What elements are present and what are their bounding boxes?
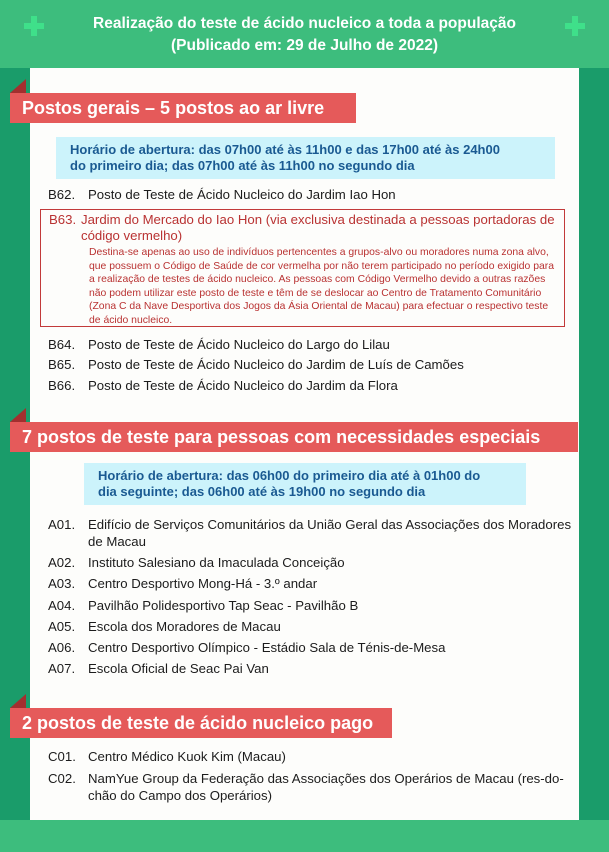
item-name: Posto de Teste de Ácido Nucleico do Jardim da Flora: [88, 378, 398, 393]
publication-date: (Publicado em: 29 de Julho de 2022): [170, 37, 439, 54]
item-code: B66.: [48, 378, 76, 393]
red-code-exclusive-post: [40, 209, 565, 327]
medical-cross-icon: [24, 16, 44, 36]
item-name: NamYue Group da Federação das Associações dos Operários de Macau (res-do-chão do Campo dos Operários): [88, 771, 564, 803]
list-item: [48, 618, 578, 635]
list-item: [48, 377, 578, 394]
list-item: [48, 186, 578, 203]
list-item: [48, 575, 578, 592]
item-name: Centro Desportivo Mong-Há - 3.º andar: [88, 576, 318, 591]
opening-hours-general: [56, 137, 555, 179]
list-item: [48, 336, 578, 353]
item-code: A05.: [48, 619, 76, 634]
item-name: Escola Oficial de Seac Pai Van: [88, 661, 269, 676]
item-name: Posto de Teste de Ácido Nucleico do Jardim de Luís de Camões: [88, 357, 464, 372]
hours-line: do primeiro dia; das 07h00 até às 11h00 no segundo dia: [70, 158, 415, 173]
item-name: Instituto Salesiano da Imaculada Conceição: [88, 555, 345, 570]
section-heading-general: Postos gerais – 5 postos ao ar livre: [10, 93, 356, 123]
item-code: A04.: [48, 598, 76, 613]
item-code: A02.: [48, 555, 76, 570]
list-item: [48, 356, 578, 373]
item-description: Destina-se apenas ao uso de indivíduos pertencentes a grupos-alvo ou moradores numa zona alvo, que possuem o Código de Saúde de cor vermelha por não terem participado no período exigido para a realização de testes de ácido nucleico. As pessoas com Código Vermelho devido a outras razões não podem utilizar este posto de teste e têm de se deslocar ao Centro de Tratamento Comunitário (Zona C da Nave Desportiva dos Jogos da Ásia Oriental de Macau) para efectuar o respectivo teste de ácido nucleico.: [89, 247, 554, 326]
item-code: C01.: [48, 749, 76, 764]
item-code: B64.: [48, 337, 76, 352]
list-item: [48, 660, 578, 677]
item-code: C02.: [48, 771, 76, 786]
item-code: A03.: [48, 576, 76, 591]
list-item: [48, 639, 578, 656]
footer-band: [0, 820, 609, 852]
item-code: B62.: [48, 187, 76, 202]
item-code: B65.: [48, 357, 76, 372]
list-item: [48, 748, 578, 765]
item-code: A01.: [48, 517, 76, 532]
item-name: Posto de Teste de Ácido Nucleico do Jardim Iao Hon: [88, 187, 396, 202]
section-heading-paid: 2 postos de teste de ácido nucleico pago: [10, 708, 392, 738]
item-name: Edifício de Serviços Comunitários da União Geral das Associações dos Moradores de Macau: [88, 517, 572, 549]
medical-cross-icon: [565, 16, 585, 36]
list-item: [48, 770, 578, 804]
opening-hours-special-needs: [84, 463, 526, 505]
item-name: Escola dos Moradores de Macau: [88, 619, 281, 634]
list-item: [48, 597, 578, 614]
hours-line: dia seguinte; das 06h00 até às 19h00 no segundo dia: [98, 484, 426, 499]
hours-line: Horário de abertura: das 06h00 do primeiro dia até à 01h00 do: [98, 468, 481, 483]
item-code: B63.: [49, 212, 77, 227]
item-name: Pavilhão Polidesportivo Tap Seac - Pavilhão B: [88, 598, 359, 613]
item-name: Jardim do Mercado do Iao Hon (via exclusiva destinada a pessoas portadoras de código vermelho): [81, 212, 555, 243]
list-item: [48, 516, 578, 550]
item-code: A07.: [48, 661, 76, 676]
hours-line: Horário de abertura: das 07h00 até às 11h00 e das 17h00 até às 24h00: [70, 142, 500, 157]
section-heading-special-needs: 7 postos de teste para pessoas com necessidades especiais: [10, 422, 578, 452]
item-name: Posto de Teste de Ácido Nucleico do Largo do Lilau: [88, 337, 390, 352]
page-header: [0, 0, 609, 68]
item-name: Centro Desportivo Olímpico - Estádio Sala de Ténis-de-Mesa: [88, 640, 446, 655]
list-item: [48, 554, 578, 571]
page-title: Realização do teste de ácido nucleico a toda a população: [93, 15, 516, 32]
item-code: A06.: [48, 640, 76, 655]
item-name: Centro Médico Kuok Kim (Macau): [88, 749, 286, 764]
